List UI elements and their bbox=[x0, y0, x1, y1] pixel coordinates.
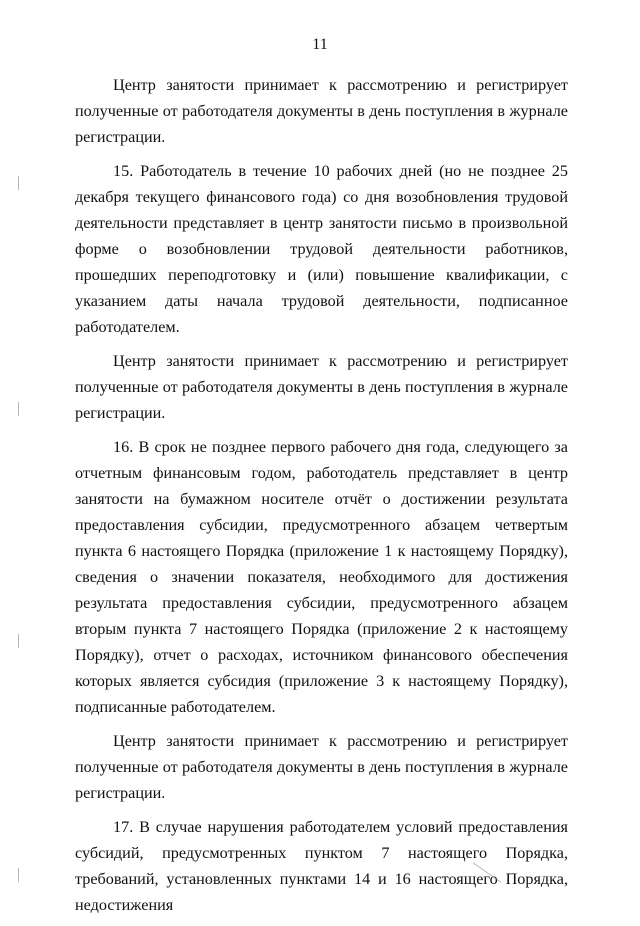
document-body bbox=[75, 72, 568, 926]
paragraph-registration-2: Центр занятости принимает к рассмотрению и регистрирует полученные от работодателя документы в день поступления в журнале регистрации. bbox=[75, 352, 568, 422]
paragraph-item-17: 17. В случае нарушения работодателем условий предоставления субсидий, предусмотренных пунктом 7 настоящего Порядка, требований, установленных пунктами 14 и 16 настоящего Порядка, недостижения bbox=[75, 818, 568, 914]
binding-mark bbox=[18, 868, 25, 882]
binding-mark bbox=[18, 634, 25, 648]
binding-mark bbox=[18, 176, 25, 190]
binding-mark bbox=[18, 402, 25, 416]
scan-speck bbox=[188, 880, 222, 881]
page-number: 11 bbox=[312, 36, 328, 53]
paragraph-registration-1: Центр занятости принимает к рассмотрению и регистрирует полученные от работодателя документы в день поступления в журнале регистрации. bbox=[75, 76, 568, 146]
paragraph-registration-3: Центр занятости принимает к рассмотрению и регистрирует полученные от работодателя документы в день поступления в журнале регистрации. bbox=[75, 732, 568, 802]
paragraph-item-15: 15. Работодатель в течение 10 рабочих дней (но не позднее 25 декабря текущего финансового года) со дня возобновления трудовой деятельности представляет в центр занятости письмо в произвольной форме о возобновлении трудовой деятельности работников, прошедших переподготовку и (или) повышение квалификации, с указанием даты начала трудовой деятельности, подписанное работодателем. bbox=[75, 162, 568, 336]
paragraph-item-16: 16. В срок не позднее первого рабочего дня года, следующего за отчетным финансовым годом, работодатель представляет в центр занятости на бумажном носителе отчёт о достижении результата предоставления субсидии, предусмотренного абзацем четвертым пункта 6 настоящего Порядка (приложение 1 к настоящему Порядку), сведения о значении показателя, необходимого для достижения результата предоставления субсидии, предусмотренного абзацем вторым пункта 7 настоящего Порядка (приложение 2 к настоящему Порядку), отчет о расходах, источником финансового обеспечения которых является субсидия (приложение 3 к настоящему Порядку), подписанные работодателем. bbox=[75, 438, 568, 716]
